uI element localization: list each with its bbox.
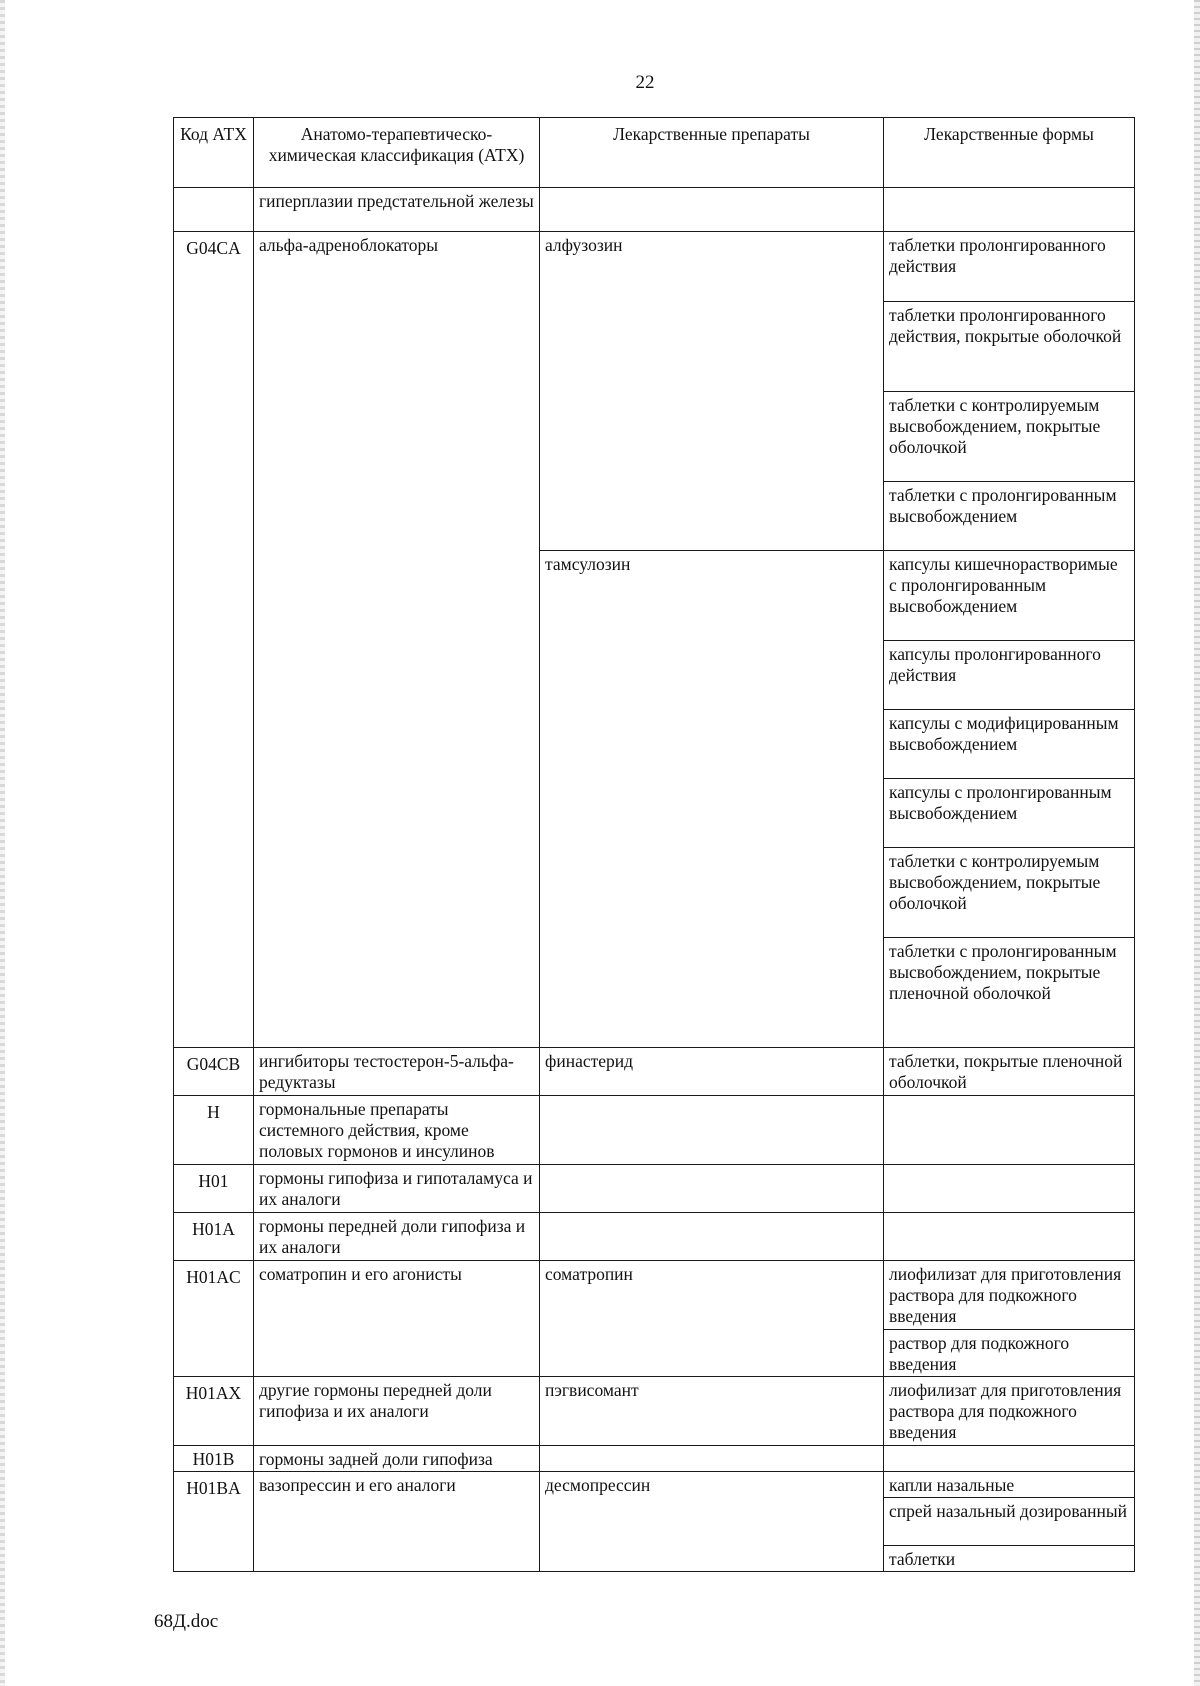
table-row [174,1096,1135,1165]
drug-name [540,188,884,232]
table-row [174,232,1135,302]
atc-code: H [174,1096,254,1165]
table-row [174,1213,1135,1261]
drug-name [540,1213,884,1261]
drug-form: капсулы с модифицированным высвобождением [884,710,1135,779]
drug-name [540,1446,884,1472]
drug-form [884,1446,1135,1472]
header-forms: Лекарственные формы [884,118,1135,188]
drug-form: капсулы с пролонгированным высвобождением [884,779,1135,848]
atc-class: гормональные препараты системного действия, кроме половых гормонов и инсулинов [254,1096,540,1165]
header-code: Код АТХ [174,118,254,188]
atc-code: H01A [174,1213,254,1261]
atc-code: H01AC [174,1261,254,1377]
drug-name: пэгвисомант [540,1377,884,1446]
drug-form: спрей назальный дозированный [884,1498,1135,1546]
atc-class: вазопрессин и его аналоги [254,1472,540,1572]
table-row [174,1165,1135,1213]
atc-class: гормоны передней доли гипофиза и их аналоги [254,1213,540,1261]
table-row [174,188,1135,232]
drug-form: таблетки с контролируемым высвобождением, покрытые оболочкой [884,392,1135,482]
header-classification: Анатомо-терапевтическо-химическая классификация (АТХ) [254,118,540,188]
drug-form [884,1096,1135,1165]
drug-name [540,1096,884,1165]
drug-form [884,188,1135,232]
drug-form: таблетки с пролонгированным высвобождением [884,482,1135,551]
drug-form: таблетки с контролируемым высвобождением, покрытые оболочкой [884,848,1135,938]
drug-name: финастерид [540,1048,884,1096]
drug-form: раствор для подкожного введения [884,1330,1135,1377]
table-header-row [174,118,1135,188]
header-drugs: Лекарственные препараты [540,118,884,188]
drug-form [884,1213,1135,1261]
atc-class: соматропин и его агонисты [254,1261,540,1377]
atc-code: H01BA [174,1472,254,1572]
atc-class: гормоны задней доли гипофиза [254,1446,540,1472]
atc-class: гормоны гипофиза и гипоталамуса и их аналоги [254,1165,540,1213]
table-row [174,1472,1135,1498]
scan-edge-left [0,0,5,1686]
atc-code: G04CA [174,232,254,1048]
table-row [174,1446,1135,1472]
drug-form: таблетки пролонгированного действия [884,232,1135,302]
atc-code: H01 [174,1165,254,1213]
drug-form: капсулы пролонгированного действия [884,641,1135,710]
drug-form: капсулы кишечнорастворимые с пролонгированным высвобождением [884,551,1135,641]
drug-form: таблетки пролонгированного действия, покрытые оболочкой [884,302,1135,392]
atc-code [174,188,254,232]
atc-code: G04CB [174,1048,254,1096]
drug-form: капли назальные [884,1472,1135,1498]
drug-name [540,1165,884,1213]
drug-form: лиофилизат для приготовления раствора для подкожного введения [884,1261,1135,1330]
atc-class: другие гормоны передней доли гипофиза и их аналоги [254,1377,540,1446]
drug-name: тамсулозин [540,551,884,1048]
table-row [174,1261,1135,1330]
table-row [174,1048,1135,1096]
drug-form: таблетки с пролонгированным высвобождением, покрытые пленочной оболочкой [884,938,1135,1048]
atc-class: гиперплазии предстательной железы [254,188,540,232]
drug-form [884,1165,1135,1213]
drug-name: десмопрессин [540,1472,884,1572]
atc-table [173,117,1135,1572]
drug-name: алфузозин [540,232,884,551]
atc-class: альфа-адреноблокаторы [254,232,540,1048]
table-row [174,1377,1135,1446]
atc-class: ингибиторы тестостерон-5-альфа-редуктазы [254,1048,540,1096]
drug-form: лиофилизат для приготовления раствора для подкожного введения [884,1377,1135,1446]
scan-edge-right [1194,0,1200,1686]
atc-code: H01B [174,1446,254,1472]
drug-form: таблетки, покрытые пленочной оболочкой [884,1048,1135,1096]
atc-code: H01AX [174,1377,254,1446]
page-number: 22 [635,72,655,93]
footer-filename: 68Д.doc [154,1611,219,1632]
drug-form: таблетки [884,1546,1135,1572]
drug-name: соматропин [540,1261,884,1377]
